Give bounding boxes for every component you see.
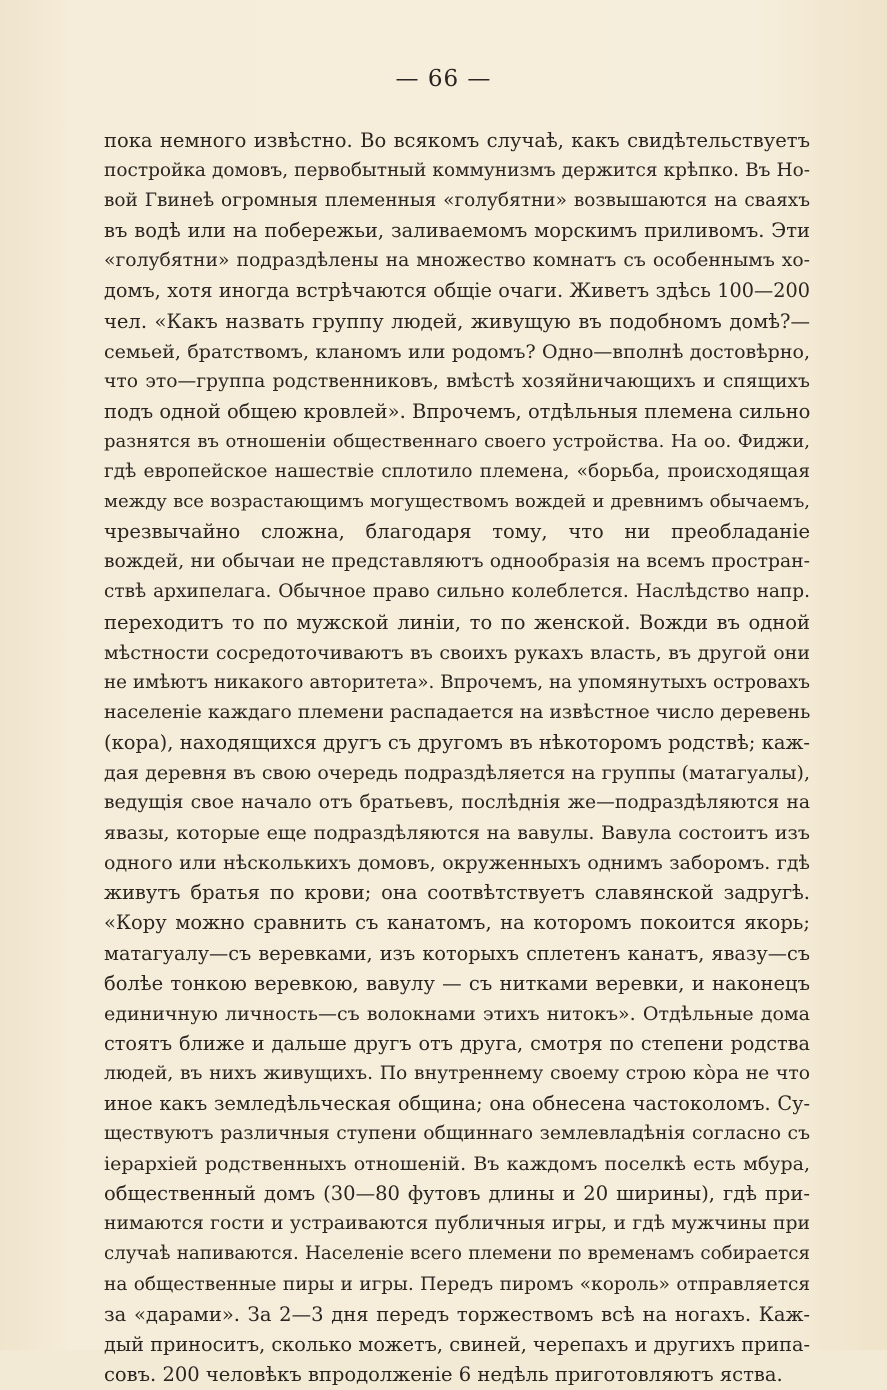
text-line: переходитъ то по мужской линіи, то по женской. Вожди въ одной	[104, 610, 810, 634]
page-number: — 66 —	[395, 66, 492, 92]
text-line: одного или нѣсколькихъ домовъ, окруженныхъ однимъ заборомъ. гдѣ	[104, 852, 810, 875]
text-line: «Кору можно сравнить съ канатомъ, на которомъ покоится якорь;	[104, 911, 810, 935]
body-text	[104, 126, 810, 1390]
text-line: ствѣ архипелага. Обычное право сильно колеблется. Наслѣдство напр.	[104, 581, 810, 603]
text-line: семьей, братствомъ, кланомъ или родомъ? Одно—вполнѣ достовѣрно,	[104, 340, 810, 363]
text-line: людей, въ нихъ живущихъ. По внутреннему своему строю кòра не что	[104, 1062, 810, 1084]
text-line: что это—группа родственниковъ, вмѣстѣ хозяйничающихъ и спящихъ	[104, 370, 810, 392]
text-line: (кора), находящихся другъ съ другомъ въ нѣкоторомъ родствѣ; каж-	[104, 730, 810, 754]
text-line: дый приноситъ, сколько можетъ, свиней, черепахъ и другихъ припа-	[104, 1332, 810, 1356]
text-line: общественный домъ (30—80 футовъ длины и 20 ширины), гдѣ при-	[104, 1182, 810, 1206]
text-line: вождей, ни обычаи не представляютъ однообразія на всемъ простран-	[104, 551, 810, 573]
text-line: случаѣ напиваются. Населеніе всего племени по временамъ собирается	[104, 1243, 810, 1265]
text-line: гдѣ европейское нашествіе сплотило племена, «борьба, происходящая	[104, 461, 810, 483]
text-line: разнятся въ отношеніи общественнаго своего устройства. На оо. Фиджи,	[104, 430, 810, 452]
text-line: въ водѣ или на побережьи, заливаемомъ морскимъ приливомъ. Эти	[104, 219, 810, 243]
text-line: чел. «Какъ назвать группу людей, живущую въ подобномъ домѣ?—	[104, 309, 810, 333]
text-line: чрезвычайно сложна, благодаря тому, что ни преобладаніе	[104, 520, 810, 544]
text-line: іерархіей родственныхъ отношеній. Въ каждомъ поселкѣ есть мбура,	[104, 1153, 810, 1176]
text-line: ведущія свое начало отъ братьевъ, послѣднія же—подраздѣляются на	[104, 792, 810, 814]
text-line: нимаются гости и устраиваются публичныя игры, и гдѣ мужчины при	[104, 1213, 810, 1235]
text-line: за «дарами». За 2—3 дня передъ торжествомъ всѣ на ногахъ. Каж-	[104, 1302, 810, 1326]
text-line: на общественные пиры и игры. Передъ пиромъ «король» отправляется	[104, 1273, 810, 1295]
text-line: иное какъ земледѣльческая община; она обнесена частоколомъ. Су-	[104, 1092, 810, 1115]
text-line: матагуалу—съ веревками, изъ которыхъ сплетенъ канатъ, явазу—съ	[104, 941, 810, 965]
text-line: живутъ братья по крови; она соотвѣтствуетъ славянской задругѣ.	[104, 881, 810, 905]
text-line: явазы, которые еще подраздѣляются на вавулы. Вавула состоитъ изъ	[104, 822, 810, 845]
text-line: не имѣютъ никакого авторитета». Впрочемъ, на упомянутыхъ островахъ	[104, 671, 810, 693]
text-line: ществуютъ различныя ступени общиннаго землевладѣнія согласно съ	[104, 1123, 810, 1145]
text-line: стоятъ ближе и дальше другъ отъ друга, смотря по степени родства	[104, 1031, 810, 1055]
text-line: населеніе каждаго племени распадается на извѣстное число деревень	[104, 701, 810, 723]
text-line: болѣе тонкою веревкою, вавулу — съ нитками веревки, и наконецъ	[104, 971, 810, 995]
text-line: единичную личность—съ волокнами этихъ нитокъ». Отдѣльные дома	[104, 1002, 810, 1025]
text-line: совъ. 200 человѣкъ впродолженіе 6 недѣль приготовляютъ яства.	[104, 1362, 783, 1386]
text-line: постройка домовъ, первобытный коммунизмъ держится крѣпко. Въ Но-	[104, 160, 810, 182]
text-line: домъ, хотя иногда встрѣчаются общіе очаги. Живетъ здѣсь 100—200	[104, 279, 810, 303]
text-line: пока немного извѣстно. Во всякомъ случаѣ, какъ свидѣтельствуетъ	[104, 129, 810, 152]
text-line: дая деревня въ свою очередь подраздѣляется на группы (матагуалы),	[104, 761, 810, 784]
text-line: подъ одной общею кровлей». Впрочемъ, отдѣльныя племена сильно	[104, 399, 810, 423]
text-line: «голубятни» подраздѣлены на множество комнатъ съ особеннымъ хо-	[104, 250, 810, 272]
text-line: между все возрастающимъ могуществомъ вождей и древнимъ обычаемъ,	[104, 491, 810, 513]
text-line: вой Гвинеѣ огромныя племенныя «голубятни» возвышаются на сваяхъ	[104, 190, 810, 212]
text-line: мѣстности сосредоточиваютъ въ своихъ рукахъ власть, въ другой они	[104, 641, 810, 664]
